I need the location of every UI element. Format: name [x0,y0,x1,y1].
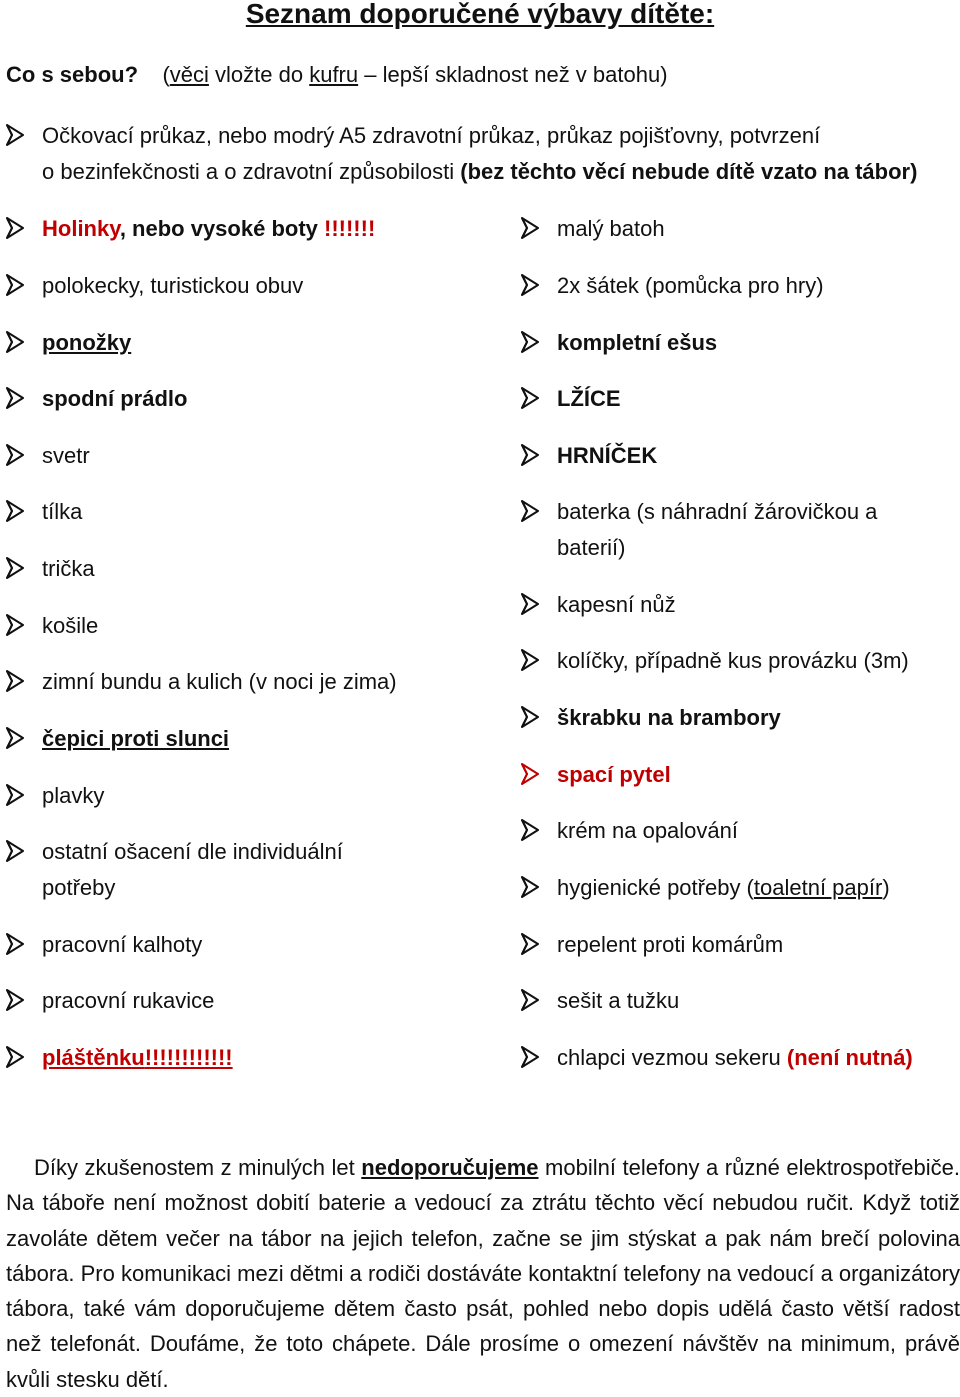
arrow-bullet-icon [6,217,42,245]
list-item: svetr [6,442,90,474]
arrow-bullet-icon [6,784,42,812]
arrow-bullet-icon [521,331,557,359]
closing-paragraph: Díky zkušenostem z minulých let nedoporučujeme mobilní telefony a různé elektrospotřebiče. Na táboře není možnost dobití baterie a vedoucí za ztrátu těchto věcí nebudou ručit. Když totiž zavoláte dětem večer na tábor na jejich telefon, začne se jim stýskat a pak nám brečí polovina tábora. Pro komunikaci mezi dětmi a rodiči dostáváte kontaktní telefony na vedoucí a organizátory tábora, také vám doporučujeme dětem často psát, pohled nebo dopis udělá často větší radost než telefonát. Doufáme, že toto chápete. Dále prosíme o omezení návštěv na minimum, právě kvůli stesku dětí. [6,1155,960,1392]
paragraph-emphasis: nedoporučujeme [361,1155,539,1180]
list-item: trička [6,555,95,587]
page-title: Seznam doporučené výbavy dítěte: [245,0,715,29]
intro-note-pre: ( [162,62,170,87]
list-item: čepici proti slunci [6,725,229,757]
list-item: tílka [6,498,82,530]
intro-note-mid: vložte do [208,62,310,87]
arrow-bullet-icon [521,274,557,302]
arrow-bullet-icon [521,763,557,791]
arrow-bullet-icon [6,500,42,528]
list-item-documents [6,122,917,190]
list-item: sešit a tužku [521,987,679,1019]
list-item: kolíčky, případně kus provázku (3m) [521,647,909,679]
list-item: Holinky, nebo vysoké boty !!!!!!! [6,215,375,247]
documents-line2: o bezinfekčnosti a o zdravotní způsobilosti (bez těchto věcí nebude dítě vzato na tábor) [42,159,918,184]
list-item: zimní bundu a kulich (v noci je zima) [6,668,397,700]
arrow-bullet-icon [521,989,557,1017]
arrow-bullet-icon [6,933,42,961]
list-item: chlapci vezmou sekeru (není nutná) [521,1044,913,1076]
arrow-bullet-icon [6,124,42,152]
list-item: kapesní nůž [521,591,676,623]
arrow-bullet-icon [521,876,557,904]
arrow-bullet-icon [521,1046,557,1074]
intro-label: Co s sebou? [6,62,139,87]
arrow-bullet-icon [6,1046,42,1074]
arrow-bullet-icon [6,614,42,642]
list-item: repelent proti komárům [521,931,783,963]
list-item: pláštěnku!!!!!!!!!!!! [6,1044,233,1076]
arrow-bullet-icon [521,819,557,847]
arrow-bullet-icon [521,706,557,734]
list-item: pracovní kalhoty [6,931,202,963]
arrow-bullet-icon [6,557,42,585]
list-item: polokecky, turistickou obuv [6,272,303,304]
list-item: baterka (s náhradní žárovičkou a baterií) [521,498,877,566]
list-item: pracovní rukavice [6,987,214,1019]
arrow-bullet-icon [521,444,557,472]
arrow-bullet-icon [6,670,42,698]
list-item: spodní prádlo [6,385,187,417]
list-item: plavky [6,782,104,814]
arrow-bullet-icon [521,649,557,677]
arrow-bullet-icon [521,500,557,528]
arrow-bullet-icon [6,444,42,472]
intro-note-word2: kufru [309,62,359,87]
documents-line1: Očkovací průkaz, nebo modrý A5 zdravotní průkaz, průkaz pojišťovny, potvrzení [42,123,821,148]
arrow-bullet-icon [521,593,557,621]
list-item: ostatní ošacení dle individuální potřeby [6,838,343,906]
list-item: škrabku na brambory [521,704,781,736]
list-item: ponožky [6,329,131,361]
intro-line [6,60,668,90]
arrow-bullet-icon [521,933,557,961]
list-item: hygienické potřeby (toaletní papír) [521,874,890,906]
arrow-bullet-icon [6,331,42,359]
arrow-bullet-icon [6,387,42,415]
list-item: LŽÍCE [521,385,621,417]
list-item: krém na opalování [521,817,738,849]
intro-note-post: – lepší skladnost než v batohu) [358,62,668,87]
intro-note-word1: věci [169,62,209,87]
list-item: 2x šátek (pomůcka pro hry) [521,272,824,304]
list-item: košile [6,612,98,644]
arrow-bullet-icon [6,727,42,755]
item-boots-red: Holinky [42,216,120,241]
list-item: kompletní ešus [521,329,717,361]
arrow-bullet-icon [521,387,557,415]
arrow-bullet-icon [521,217,557,245]
arrow-bullet-icon [6,989,42,1017]
documents-warning: (bez těchto věcí nebude dítě vzato na tábor) [460,159,918,184]
arrow-bullet-icon [6,840,42,868]
list-item: spací pytel [521,761,671,793]
arrow-bullet-icon [6,274,42,302]
list-item: malý batoh [521,215,665,247]
list-item: HRNÍČEK [521,442,657,474]
